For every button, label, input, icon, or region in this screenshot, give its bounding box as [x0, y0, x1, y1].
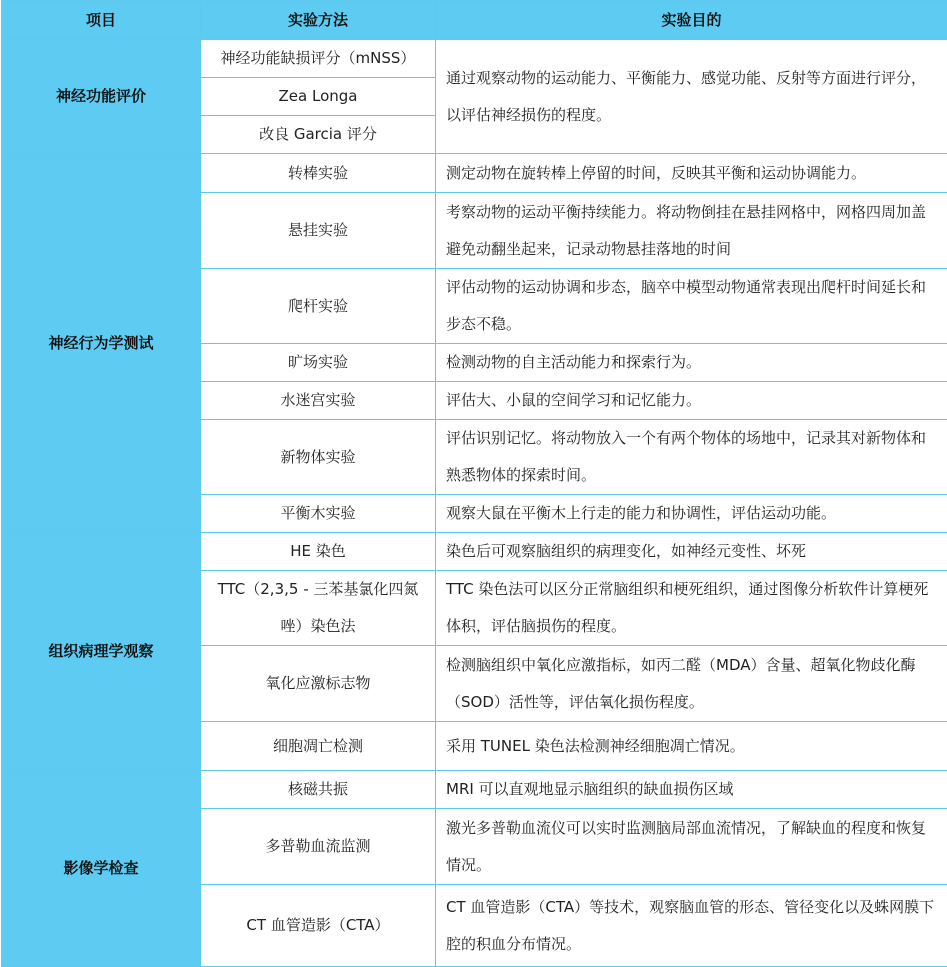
purpose-cell: 评估大、小鼠的空间学习和记忆能力。 [436, 382, 947, 420]
method-cell: 平衡木实验 [201, 495, 436, 533]
method-cell: 悬挂实验 [201, 193, 436, 269]
purpose-cell: 采用 TUNEL 染色法检测神经细胞凋亡情况。 [436, 722, 947, 771]
method-cell: 细胞凋亡检测 [201, 722, 436, 771]
purpose-cell: 激光多普勒血流仪可以实时监测脑局部血流情况，了解缺血的程度和恢复情况。 [436, 809, 947, 885]
header-method: 实验方法 [201, 1, 436, 40]
table-row [2, 40, 947, 78]
method-cell: 改良 Garcia 评分 [201, 116, 436, 154]
category-cell: 影像学检查 [2, 771, 201, 967]
method-cell: 核磁共振 [201, 771, 436, 809]
method-cell: 新物体实验 [201, 420, 436, 495]
method-cell: 转棒实验 [201, 154, 436, 193]
purpose-cell: 评估识别记忆。将动物放入一个有两个物体的场地中，记录其对新物体和熟悉物体的探索时间。 [436, 420, 947, 495]
purpose-cell: MRI 可以直观地显示脑组织的缺血损伤区域 [436, 771, 947, 809]
header-purpose: 实验目的 [436, 1, 947, 40]
purpose-cell: 评估动物的运动协调和步态，脑卒中模型动物通常表现出爬杆时间延长和步态不稳。 [436, 269, 947, 344]
table-row [2, 533, 947, 571]
method-cell: 多普勒血流监测 [201, 809, 436, 885]
purpose-cell: CT 血管造影（CTA）等技术，观察脑血管的形态、管径变化以及蛛网膜下腔的积血分布情况。 [436, 885, 947, 967]
category-cell: 神经功能评价 [2, 40, 201, 154]
purpose-cell: 考察动物的运动平衡持续能力。将动物倒挂在悬挂网格中，网格四周加盖避免动翻坐起来，记录动物悬挂落地的时间 [436, 193, 947, 269]
purpose-cell: TTC 染色法可以区分正常脑组织和梗死组织，通过图像分析软件计算梗死体积，评估脑损伤的程度。 [436, 571, 947, 646]
purpose-cell: 观察大鼠在平衡木上行走的能力和协调性，评估运动功能。 [436, 495, 947, 533]
method-cell: 水迷宫实验 [201, 382, 436, 420]
category-cell: 组织病理学观察 [2, 533, 201, 771]
method-cell: 爬杆实验 [201, 269, 436, 344]
header-item: 项目 [2, 1, 201, 40]
table-header-row [2, 1, 947, 40]
method-cell: 氧化应激标志物 [201, 646, 436, 722]
method-cell: Zea Longa [201, 78, 436, 116]
method-cell: CT 血管造影（CTA） [201, 885, 436, 967]
method-cell: TTC（2,3,5 - 三苯基氯化四氮唑）染色法 [201, 571, 436, 646]
purpose-cell: 染色后可观察脑组织的病理变化，如神经元变性、坏死 [436, 533, 947, 571]
method-cell: HE 染色 [201, 533, 436, 571]
method-cell: 神经功能缺损评分（mNSS） [201, 40, 436, 78]
purpose-cell: 测定动物在旋转棒上停留的时间，反映其平衡和运动协调能力。 [436, 154, 947, 193]
table-row [2, 154, 947, 193]
purpose-cell: 通过观察动物的运动能力、平衡能力、感觉功能、反射等方面进行评分，以评估神经损伤的程度。 [436, 40, 947, 154]
experiment-table [1, 0, 947, 967]
table-row [2, 771, 947, 809]
category-cell: 神经行为学测试 [2, 154, 201, 533]
purpose-cell: 检测脑组织中氧化应激指标，如丙二醛（MDA）含量、超氧化物歧化酶（SOD）活性等，评估氧化损伤程度。 [436, 646, 947, 722]
purpose-cell: 检测动物的自主活动能力和探索行为。 [436, 344, 947, 382]
method-cell: 旷场实验 [201, 344, 436, 382]
